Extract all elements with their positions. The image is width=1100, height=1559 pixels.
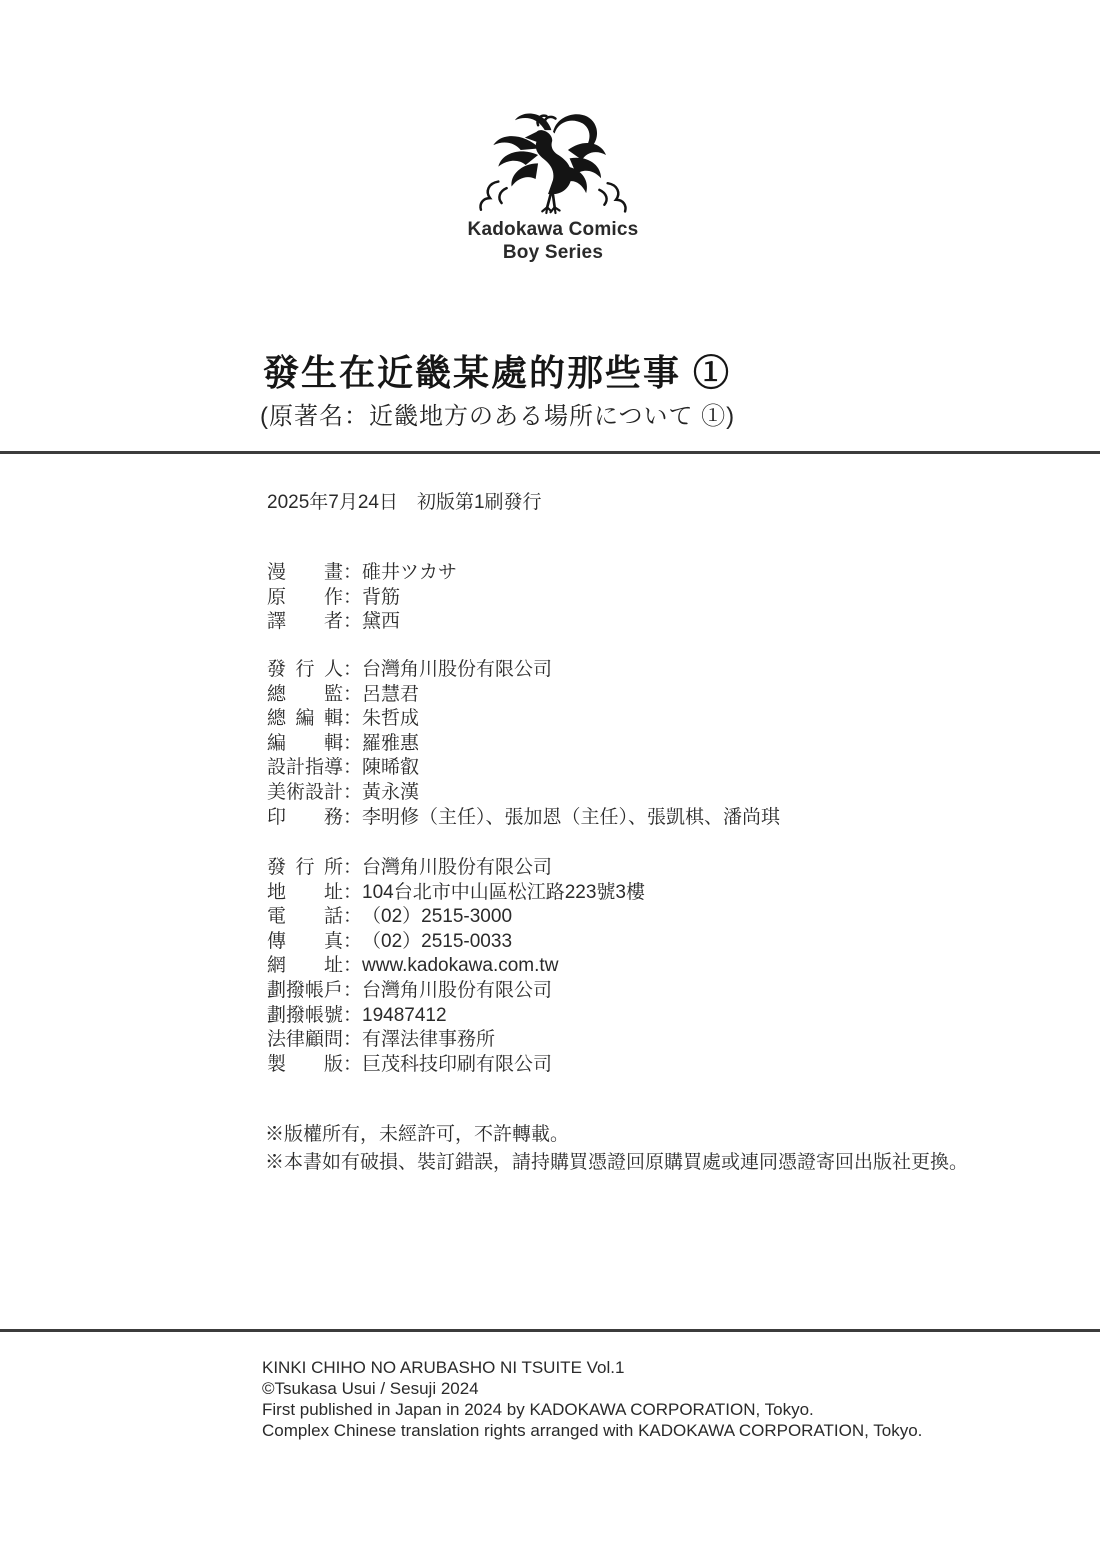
- publisher-value: 巨茂科技印刷有限公司: [362, 1053, 553, 1075]
- publisher-label: 法律顧問: [267, 1029, 344, 1051]
- credit-label: 原作: [267, 586, 343, 608]
- staff-colon: ：: [343, 757, 363, 779]
- publisher-value: （02）2515-3000: [362, 906, 513, 928]
- credit-colon: ：: [343, 586, 363, 608]
- staff-row: [267, 683, 780, 708]
- staff-row: [267, 732, 780, 757]
- publisher-colon: ：: [343, 881, 363, 903]
- credit-value: 背筋: [362, 586, 401, 608]
- staff-value: 朱哲成: [362, 708, 420, 730]
- credit-label: 譯者: [267, 611, 343, 633]
- staff-credits: [267, 658, 780, 830]
- copyright-line: Complex Chinese translation rights arranged with KADOKAWA CORPORATION, Tokyo.: [262, 1421, 923, 1440]
- publisher-label: 製版: [267, 1053, 343, 1075]
- staff-colon: ：: [343, 708, 363, 730]
- staff-row: [267, 658, 780, 683]
- publisher-value: 104台北市中山區松江路223號3樓: [362, 881, 645, 903]
- imprint-logo: [447, 102, 659, 264]
- publisher-value: （02）2515-0033: [362, 930, 513, 952]
- publisher-label: 傳真: [267, 930, 343, 952]
- staff-colon: ：: [343, 683, 363, 705]
- divider-top: [0, 451, 1100, 454]
- publisher-row: [267, 954, 645, 979]
- staff-value: 羅雅惠: [362, 732, 420, 754]
- staff-label: 發行人: [267, 659, 343, 680]
- publisher-colon: ：: [343, 1029, 363, 1051]
- publisher-row: [267, 881, 645, 906]
- publisher-row: [267, 1004, 645, 1029]
- publisher-value: 台灣角川股份有限公司: [362, 857, 553, 878]
- copyright-line: ©Tsukasa Usui / Sesuji 2024: [262, 1379, 479, 1398]
- notice-line: ※本書如有破損、裝訂錯誤，請持購買憑證回原購買處或連同憑證寄回出版社更換。: [265, 1151, 969, 1173]
- staff-label: 編輯: [267, 732, 343, 754]
- staff-label: 總監: [267, 683, 343, 705]
- imprint-name-line1: Kadokawa Comics: [467, 219, 639, 240]
- staff-colon: ：: [343, 806, 363, 828]
- publisher-value: 有澤法律事務所: [362, 1029, 496, 1051]
- phoenix-icon: [447, 102, 659, 218]
- staff-colon: ：: [343, 732, 363, 754]
- staff-value: 台灣角川股份有限公司: [362, 659, 553, 680]
- staff-label: 設計指導: [267, 757, 344, 779]
- credit-row: [267, 561, 457, 586]
- credit-colon: ：: [343, 611, 363, 633]
- publisher-row: [267, 1028, 645, 1053]
- staff-row: [267, 707, 780, 732]
- publisher-colon: ：: [343, 930, 363, 952]
- copyright-block: [262, 1357, 922, 1441]
- publisher-colon: ：: [343, 1053, 363, 1075]
- staff-row: [267, 806, 780, 831]
- publisher-row: [267, 979, 645, 1004]
- staff-label: 印務: [267, 806, 343, 828]
- staff-value: 陳晞叡: [362, 757, 420, 779]
- publisher-colon: ：: [343, 955, 363, 977]
- staff-colon: ：: [343, 659, 363, 680]
- credit-value: 碓井ツカサ: [362, 562, 458, 583]
- credit-label: 漫畫: [267, 562, 343, 583]
- staff-label: 總編輯: [267, 708, 343, 730]
- divider-bottom: [0, 1329, 1100, 1332]
- staff-value: 呂慧君: [362, 683, 420, 705]
- publisher-info: [267, 856, 645, 1077]
- publisher-row: [267, 930, 645, 955]
- publisher-label: 網址: [267, 955, 343, 977]
- copyright-line: KINKI CHIHO NO ARUBASHO NI TSUITE Vol.1: [262, 1358, 625, 1377]
- edition-date-line: 2025年7月24日 初版第1刷發行: [267, 492, 542, 513]
- book-title: 發生在近畿某處的那些事 ①: [263, 352, 732, 393]
- publisher-value: 19487412: [362, 1004, 447, 1026]
- staff-colon: ：: [343, 781, 363, 803]
- publisher-value: www.kadokawa.com.tw: [362, 955, 559, 977]
- publisher-colon: ：: [343, 1004, 363, 1026]
- staff-value: 李明修（主任）、張加恩（主任）、張凱棋、潘尚琪: [362, 806, 781, 828]
- credit-value: 黛西: [362, 611, 401, 633]
- credit-row: [267, 610, 457, 635]
- publisher-label: 發行所: [267, 857, 343, 878]
- staff-row: [267, 781, 780, 806]
- staff-label: 美術設計: [267, 781, 344, 803]
- copyright-line: First published in Japan in 2024 by KADOKAWA CORPORATION, Tokyo.: [262, 1400, 814, 1419]
- publisher-label: 地址: [267, 881, 343, 903]
- publisher-colon: ：: [343, 906, 363, 928]
- imprint-name-line2: Boy Series: [502, 242, 604, 263]
- publisher-row: [267, 1053, 645, 1078]
- publisher-row: [267, 856, 645, 881]
- notice-line: ※版權所有，未經許可，不許轉載。: [265, 1124, 570, 1145]
- publisher-colon: ：: [343, 857, 363, 878]
- author-credits: [267, 561, 457, 635]
- publisher-colon: ：: [343, 979, 363, 1001]
- publisher-value: 台灣角川股份有限公司: [362, 979, 553, 1001]
- original-title: (原著名：近畿地方のある場所について ①): [260, 403, 736, 430]
- credit-row: [267, 586, 457, 611]
- credit-colon: ：: [343, 562, 363, 583]
- publisher-row: [267, 905, 645, 930]
- staff-value: 黃永漢: [362, 781, 420, 803]
- publisher-label: 劃撥帳號: [267, 1004, 344, 1026]
- publisher-label: 劃撥帳戶: [267, 979, 344, 1001]
- staff-row: [267, 756, 780, 781]
- legal-notices: [265, 1121, 968, 1176]
- publisher-label: 電話: [267, 906, 343, 928]
